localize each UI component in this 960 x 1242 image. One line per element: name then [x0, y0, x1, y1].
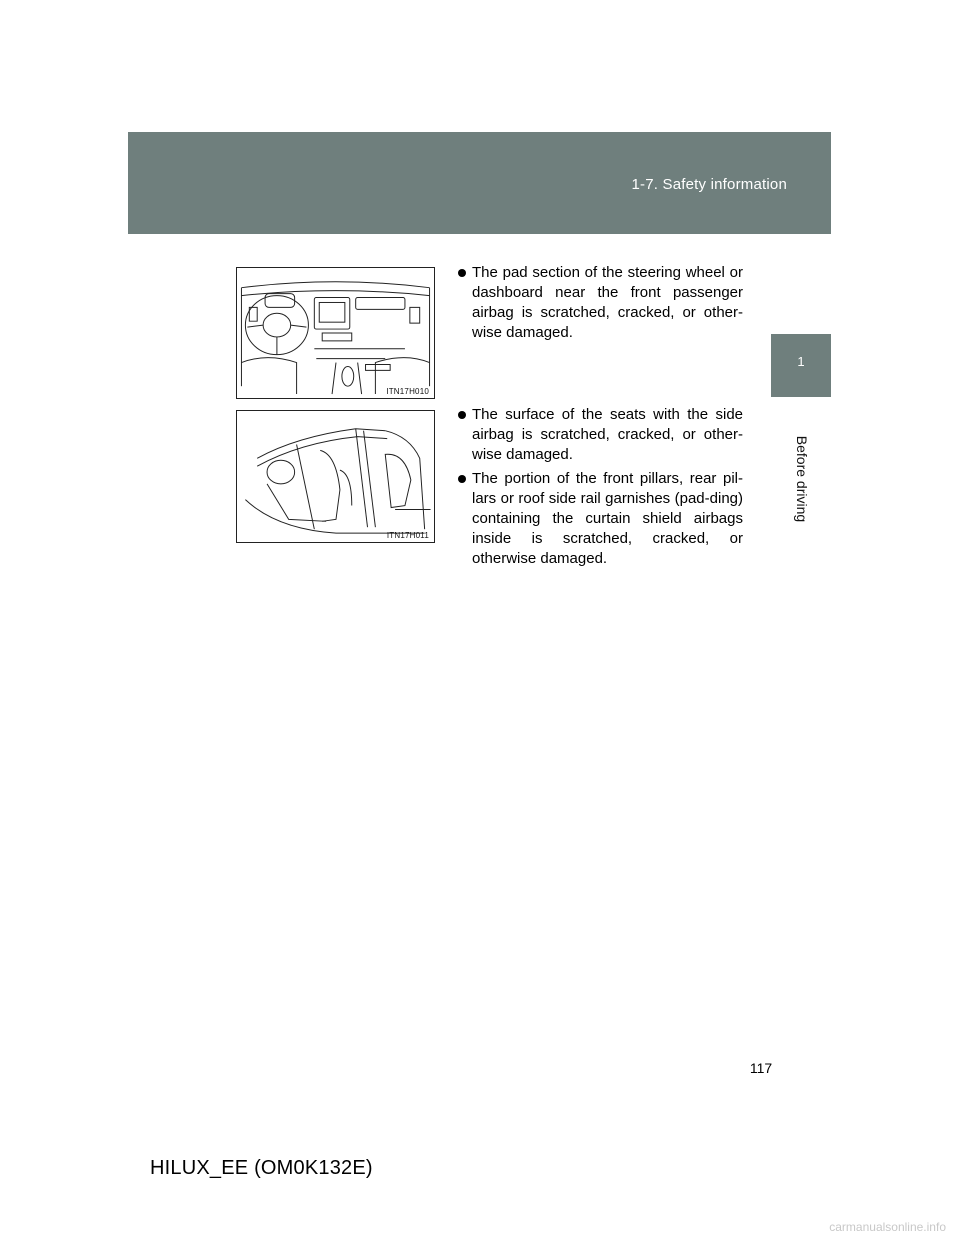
- watermark-text: carmanualsonline.info: [829, 1220, 946, 1234]
- bullet-icon: [458, 411, 466, 419]
- section-header-band: [128, 132, 831, 234]
- figure-code: ITN17H011: [386, 531, 429, 540]
- section-title: 1-7. Safety information: [631, 176, 787, 193]
- bullet-text: The pad section of the steering wheel or dashboard near the front passenger airbag is scratched, cracked, or other-wise damaged.: [472, 264, 743, 341]
- page-number: 117: [749, 1060, 773, 1076]
- chapter-label: Before driving: [794, 435, 810, 523]
- bullet-icon: [458, 269, 466, 277]
- chapter-tab: [771, 334, 831, 397]
- chapter-number: 1: [797, 354, 805, 369]
- dashboard-illustration: [236, 267, 435, 399]
- bullet-item: [458, 469, 743, 569]
- bullet-text: The portion of the front pillars, rear pil-lars or roof side rail garnishes (pad-ding) containing the curtain shield airbags inside is scratched, cracked, or otherwise damaged.: [472, 470, 743, 567]
- cabin-airbag-illustration: [236, 410, 435, 543]
- bullet-item: [458, 263, 743, 343]
- bullet-text: The surface of the seats with the side airbag is scratched, cracked, or other-wise damaged.: [472, 406, 743, 463]
- footer-model: HILUX_EE (OM0K132E): [150, 1157, 373, 1179]
- figure-code: ITN17H010: [386, 387, 429, 396]
- dashboard-icon: [237, 268, 434, 398]
- bullet-icon: [458, 475, 466, 483]
- cabin-airbag-icon: [237, 411, 434, 542]
- bullet-item: [458, 405, 743, 465]
